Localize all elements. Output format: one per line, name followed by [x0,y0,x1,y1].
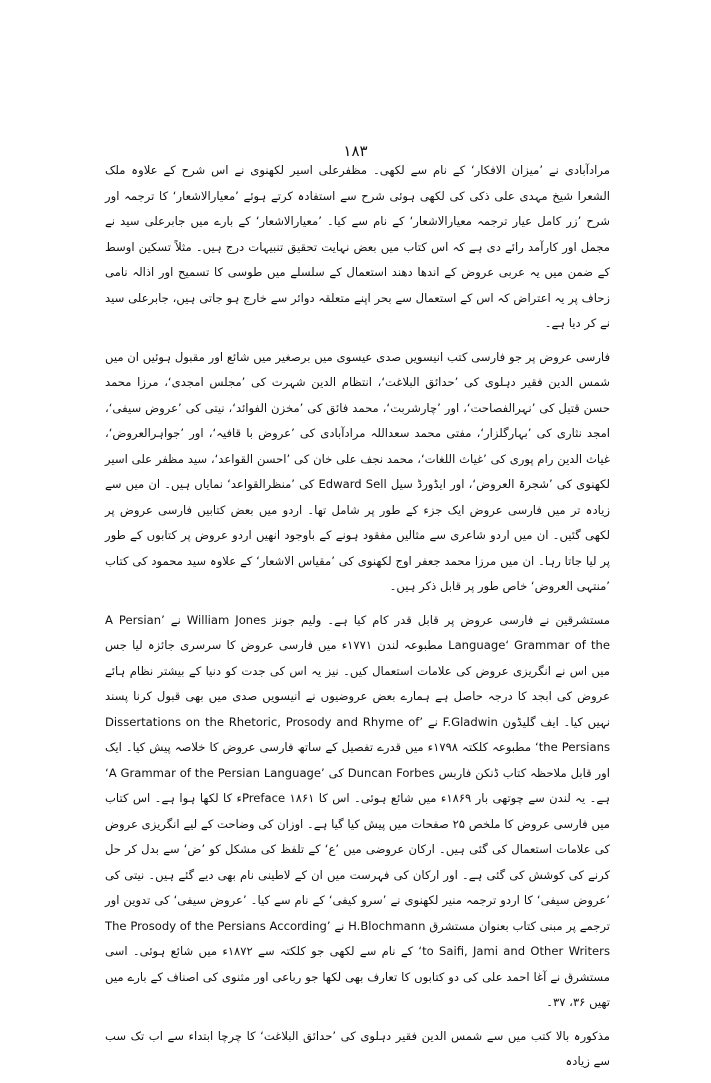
paragraph-4: مذکورہ بالا کتب میں سے شمس الدین فقیر دہلوی کی ’حدائق البلاغت‘ کا چرچا ابتداء سے اب تک سب سے زیادہ [105,1028,610,1068]
paragraph-3: مستشرقین نے فارسی عروض پر قابل قدر کام کیا ہے۔ ولیم جونز William Jones نے ’A Persian Language‘ Grammar of the مطبوعہ لندن ۱۷۷۱ء میں فارسی عروض کا سرسری جائزہ لیا جس میں اس نے انگریزی عروض کی علامات استعمال کیں۔ نیز یہ اس کی جدت کو دنیا کے بیشتر نظام ہائے عروض کی ابجد کا درجہ حاصل ہے ہمارے بعض عروضیوں نے انیسویں صدی میں بھی قبول کرنا پسند نہیں کیا۔ ایف گلیڈون F.Gladwin نے ’Dissertations on the Rhetoric, Prosody and Rhyme of the Persians‘ مطبوعہ کلکتہ ۱۷۹۸ء میں قدرے تفصیل کے ساتھ فارسی عروض کا خلاصہ پیش کیا۔ ایک اور قابل ملاحظہ کتاب ڈنکن فاربس Duncan Forbes کی ’A Grammar of the Persian Language‘ ہے۔ یہ لندن سے چوتھی بار ۱۸۶۹ء میں شائع ہوئی۔ اس کا Preface ۱۸۶۱ء کا لکھا ہوا ہے۔ اس کتاب میں فارسی عروض کا ملخص ۲۵ صفحات میں پیش کیا گیا ہے۔ اوزان کی وضاحت کے لیے انگریزی عروض کی علامات استعمال کی گئی ہیں۔ ارکان عروضی میں ’ع‘ کے تلفظ کی مشکل کو ’ض‘ سے بدل کر حل کرنے کی کوشش کی گئی ہے۔ اور ارکان کی فہرست میں ان کے لاطینی نام بھی دیے گئے ہیں۔ نیتی کی ’عروض سیفی‘ کا اردو ترجمہ منیر لکھنوی نے ’سرو کیفی‘ کے نام سے کیا۔ ’عروض سیفی‘ کی تدوین اور ترجمے پر مبنی کتاب بعنوان مستشرق H.Blochmann نے ’The Prosody of the Persians According to Saifi, Jami and Other Writers‘ کے نام سے لکھی جو کلکتہ سے ۱۸۷۲ء میں شائع ہوئی۔ اسی مستشرق نے آغا احمد علی کی دو کتابوں کا تعارف بھی لکھا جو رباعی اور مثنوی کی اصناف کے بارے میں تھیں ۳۶، ۳۷۔ [105,612,611,1009]
page-number: ۱۸۳ [343,142,368,160]
body-text [105,158,610,1083]
paragraph-2: فارسی عروض پر جو فارسی کتب انیسویں صدی عیسوی میں برصغیر میں شائع اور مقبول ہوئیں ان میں شمس الدین فقیر دہلوی کی ’حدائق البلاغت‘، انتظام الدین شہرت کی ’مجلس امجدی‘، مرزا محمد حسن قتیل کی ’نہرالفصاحت‘، اور ’چارشربت‘، محمد فائق کی ’مخزن الفوائد‘، نیتی کی ’عروض سیفی‘، امجد نثاری کی ’بہارگلزار‘، مفتی محمد سعداللہ مرادآبادی کی ’عروض با قافیہ‘، اور ’جواہرالعروض‘، غیاث الدین رام پوری کی ’غیاث اللغات‘، محمد نجف علی خان کی ’احسن القواعد‘، سید مظفر علی اسیر لکھنوی کی ’شجرۃ العروض‘، اور ایڈورڈ سیل Edward Sell کی ’منظرالقواعد‘ نمایاں ہیں۔ ان میں سے زیادہ تر میں فارسی عروض ایک جزء کے طور پر شامل تھا۔ اردو میں بعض کتابیں فارسی عروض پر لکھی گئیں۔ ان میں اردو شاعری سے مثالیں مفقود ہونے کے باوجود انھیں اردو عروض پر کتابوں کے طور پر لیا جاتا رہا۔ ان میں مرزا محمد جعفر اوج لکھنوی کی ’مقیاس الاشعار‘ کے علاوہ سید محمود کی کتاب ’منتہی العروض‘ خاص طور پر قابل ذکر ہیں۔ [105,349,610,593]
paragraph-1: مرادآبادی نے ’میزان الافکار‘ کے نام سے لکھی۔ مظفرعلی اسیر لکھنوی نے اس شرح کے علاوہ ملک الشعرا شیخ مہدی علی ذکی کی لکھی ہوئی شرح سے استفادہ کرتے ہوئے ’معیارالاشعار‘ کا ترجمہ اور شرح ’زر کامل عیار ترجمہ معیارالاشعار‘ کے نام سے کیا۔ ’معیارالاشعار‘ کے بارے میں جابرعلی سید نے مجمل اور کارآمد رائے دی ہے کہ اس کتاب میں بعض نہایت تحقیق تنبیہات درج ہیں۔ مثلاً تسکین اوسط کے ضمن میں یہ عربی عروض کے اندھا دھند استعمال کے سلسلے میں طوسی کا تسمیح اور اذالہ نامی زحاف پر یہ اعتراض کہ اس کے استعمال سے بحر اپنے متعلقہ دوائر سے خارج ہو جاتی ہیں، جابرعلی سید نے کر دیا ہے۔ [105,163,610,330]
